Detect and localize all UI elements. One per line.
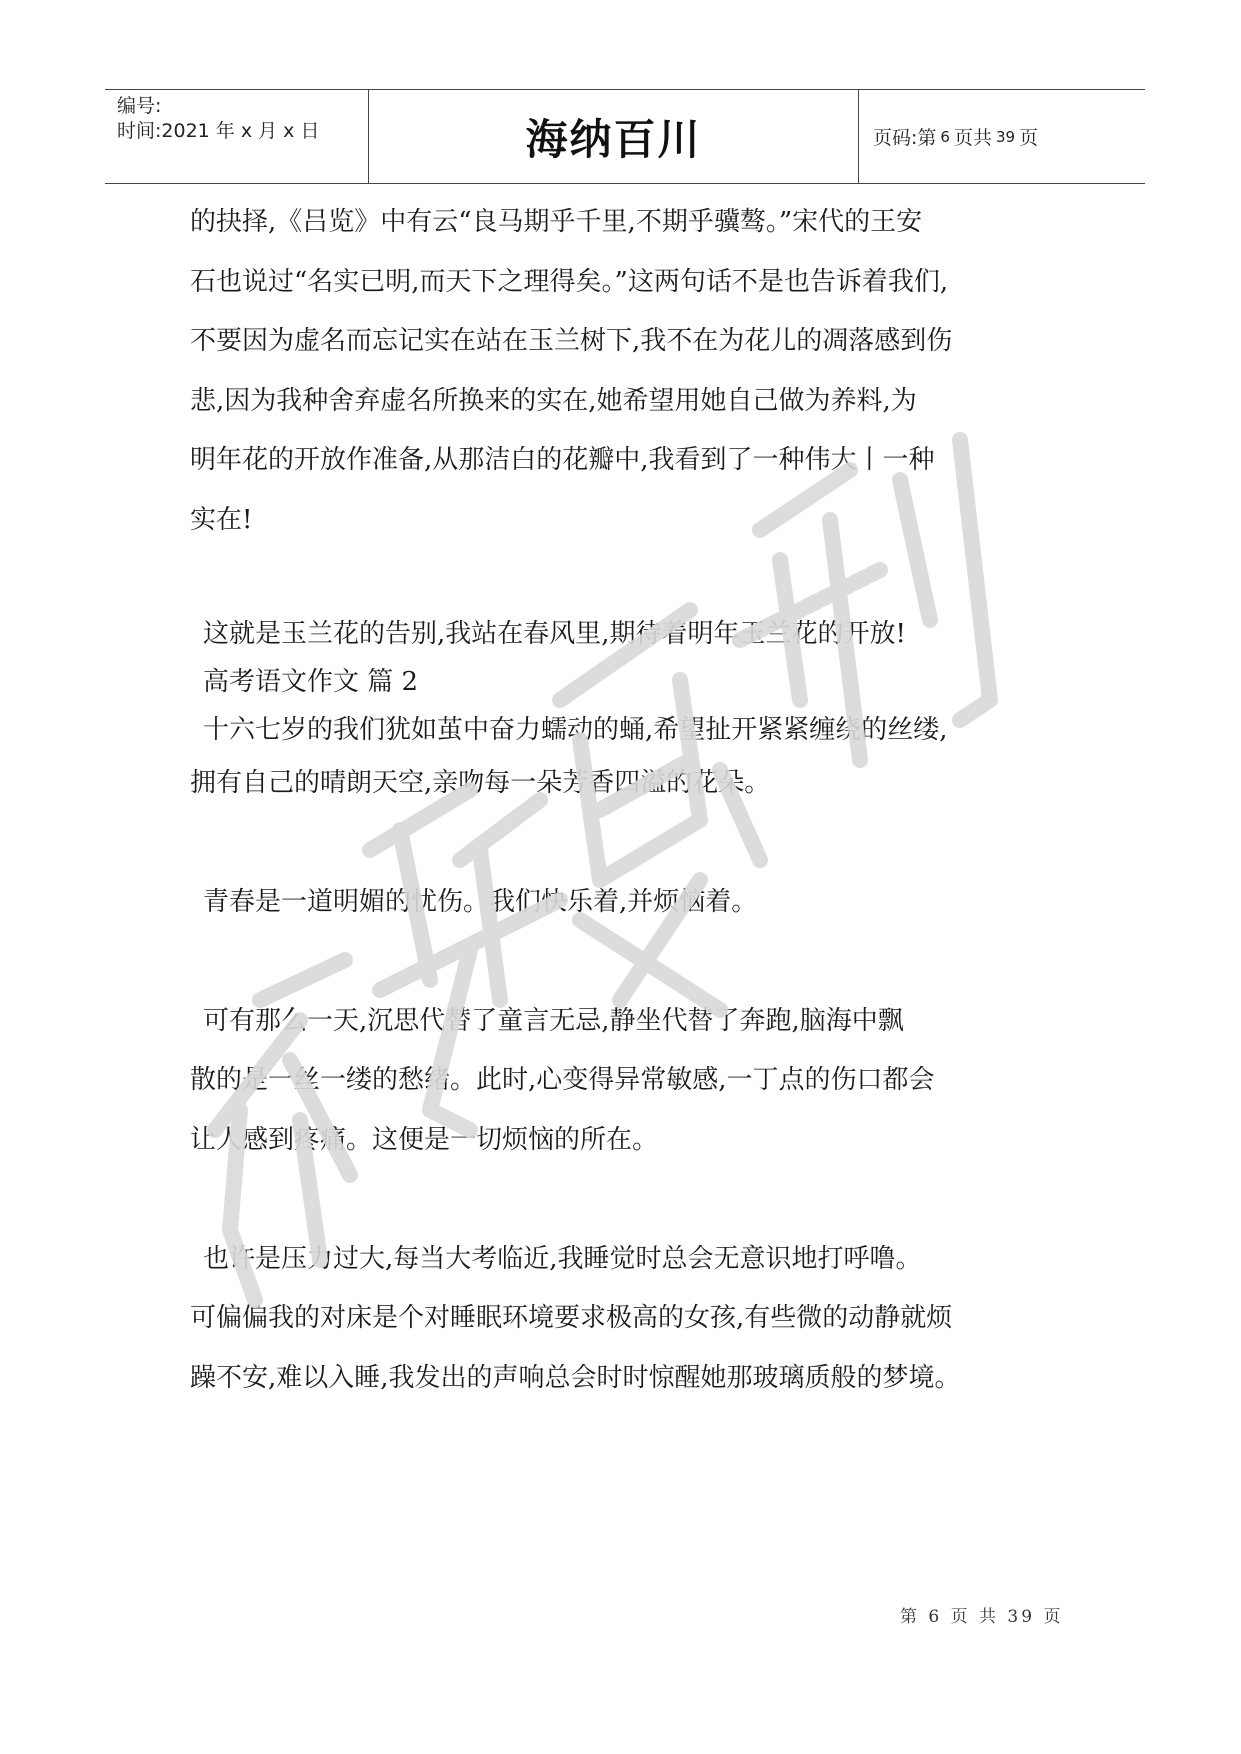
body-line: 青春是一道明媚的忧伤。我们快乐着,并烦恼着。 [203, 886, 758, 917]
header-meta-cell [105, 90, 369, 183]
page-total: 39 [995, 127, 1016, 146]
page-current: 6 [940, 127, 950, 146]
body-line: 可偏偏我的对床是个对睡眠环境要求极高的女孩,有些微的动静就烦 [190, 1303, 953, 1333]
page-suffix: 页 [1019, 127, 1039, 149]
body-line: 明年花的开放作准备,从那洁白的花瓣中,我看到了一种伟大丨一种 [190, 445, 935, 475]
header-table [105, 89, 1145, 184]
header-page-cell [859, 90, 1145, 183]
paragraph-gap [190, 932, 1070, 992]
body-line: 拥有自己的晴朗天空,亲吻每一朵芳香四溢的花朵。 [190, 767, 771, 798]
page-footer: 第 6 页 共 39 页 [900, 1607, 1064, 1627]
page-prefix: 页码:第 [873, 127, 937, 149]
header-title-cell [369, 90, 859, 183]
paragraph-gap [190, 1170, 1070, 1230]
body-line: 可有那么一天,沉思代替了童言无忌,静坐代替了奔跑,脑海中飘 [203, 1005, 904, 1036]
time-label: 时间:2021 年 x 月 x 日 [117, 120, 320, 142]
page-mid: 页共 [953, 127, 992, 149]
body-line: 十六七岁的我们犹如茧中奋力蠕动的蛹,希望扯开紧紧缠绕的丝缕, [203, 714, 948, 745]
body-line: 也许是压力过大,每当大考临近,我睡觉时总会无意识地打呼噜。 [203, 1243, 922, 1274]
body-line: 散的是一丝一缕的愁绪。此时,心变得异常敏感,一丁点的伤口都会 [190, 1065, 935, 1095]
body-line: 躁不安,难以入睡,我发出的声响总会时时惊醒她那玻璃质般的梦境。 [190, 1362, 961, 1393]
body-line: 石也说过“名实已明,而天下之理得矣。”这两句话不是也告诉着我们, [190, 266, 949, 297]
body-line: 的抉择,《吕览》中有云“良马期乎千里,不期乎骥骜。”宋代的王安 [190, 207, 923, 237]
doc-number-label: 编号: [117, 95, 162, 117]
body-line: 这就是玉兰花的告别,我站在春风里,期待着明年玉兰花的开放! [203, 618, 906, 649]
document-body [190, 193, 1070, 1408]
document-title: 海纳百川 [525, 114, 702, 164]
body-line: 实在! [190, 504, 253, 535]
body-line: 悲,因为我种舍弃虚名所换来的实在,她希望用她自己做为养料,为 [190, 385, 917, 416]
section-heading: 高考语文作文 篇 2 [203, 666, 419, 697]
paragraph-gap [190, 813, 1070, 873]
body-line: 让人感到疼痛。这便是一切烦恼的所在。 [190, 1124, 659, 1155]
body-line: 不要因为虚名而忘记实在站在玉兰树下,我不在为花儿的凋落感到伤 [190, 326, 953, 356]
paragraph-gap [190, 550, 1070, 610]
